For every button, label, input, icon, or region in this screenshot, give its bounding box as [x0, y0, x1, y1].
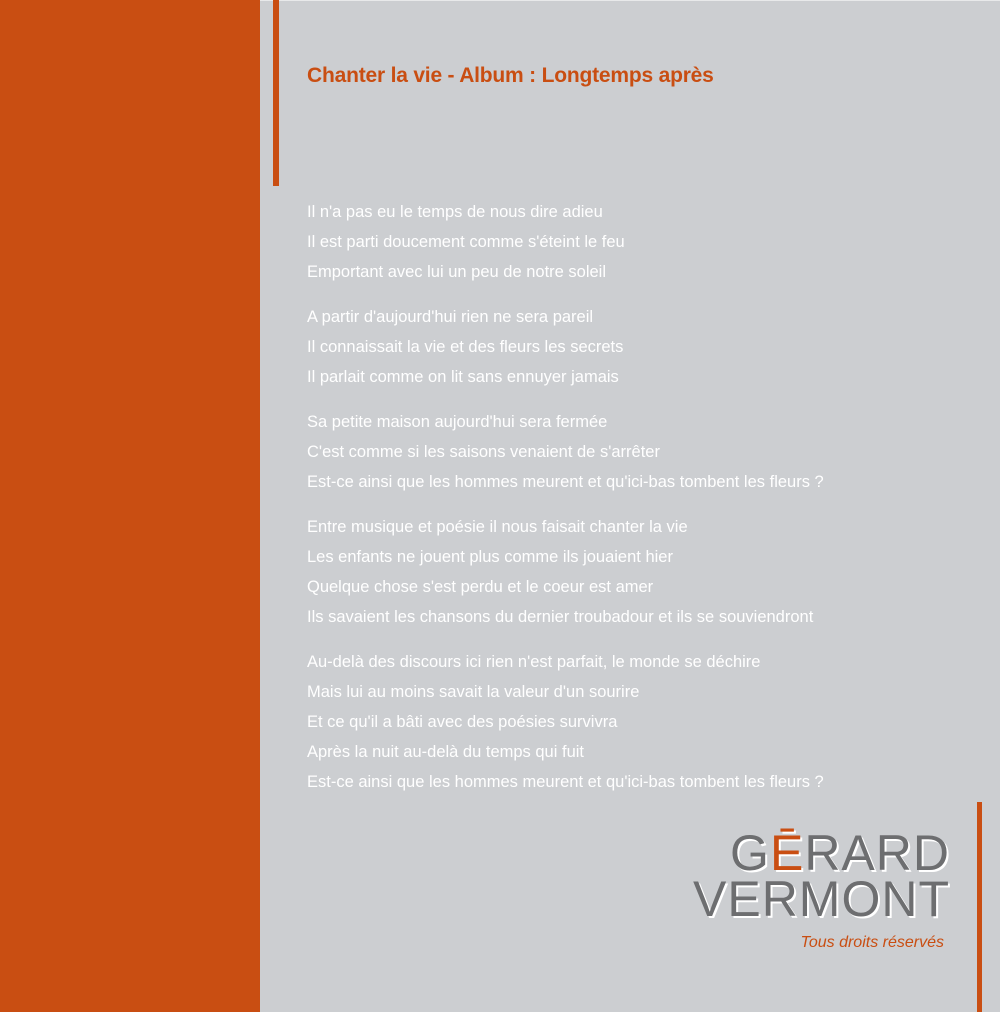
song-title: Chanter la vie - Album : Longtemps après [307, 64, 714, 87]
stanza-5 [307, 650, 967, 800]
lyric-line: Après la nuit au-delà du temps qui fuit [307, 743, 584, 761]
lyric-line: A partir d'aujourd'hui rien ne sera pareil [307, 308, 594, 326]
title-accent-bar [273, 0, 279, 186]
lyric-line: Ils savaient les chansons du dernier troubadour et ils se souviendront [307, 608, 814, 626]
stanza-3 [307, 410, 967, 500]
lyric-line: Il connaissait la vie et des fleurs les secrets [307, 338, 624, 356]
lyric-line: Il n'a pas eu le temps de nous dire adieu [307, 203, 603, 221]
stanza-2 [307, 305, 967, 395]
lyric-line: Emportant avec lui un peu de notre soleil [307, 263, 607, 281]
lyric-line: C'est comme si les saisons venaient de s'arrêter [307, 443, 660, 461]
lyrics [307, 200, 967, 815]
lyric-line: Au-delà des discours ici rien n'est parfait, le monde se déchire [307, 653, 761, 671]
top-divider [260, 0, 1000, 1]
logo-last-name: VERMONT [693, 871, 950, 927]
lyric-line: Il est parti doucement comme s'éteint le feu [307, 233, 625, 251]
logo-letters: RARD [804, 825, 950, 881]
left-accent-panel [0, 0, 260, 1012]
logo-letters: G [730, 825, 770, 881]
lyric-line: Les enfants ne jouent plus comme ils jouaient hier [307, 548, 673, 566]
stanza-1 [307, 200, 967, 290]
lyric-line: Et ce qu'il a bâti avec des poésies survivra [307, 713, 618, 731]
logo-accent-letter: Ē [769, 825, 805, 881]
lyric-line: Est-ce ainsi que les hommes meurent et qu'ici-bas tombent les fleurs ? [307, 773, 824, 791]
lyric-line: Entre musique et poésie il nous faisait chanter la vie [307, 518, 688, 536]
lyric-line: Quelque chose s'est perdu et le coeur est amer [307, 578, 654, 596]
lyric-line: Est-ce ainsi que les hommes meurent et qu'ici-bas tombent les fleurs ? [307, 473, 824, 491]
lyric-line: Mais lui au moins savait la valeur d'un sourire [307, 683, 640, 701]
stanza-4 [307, 515, 967, 635]
logo-first-name [660, 825, 950, 881]
copyright-tagline: Tous droits réservés [800, 934, 944, 951]
right-accent-bar [977, 802, 982, 1012]
lyric-line: Il parlait comme on lit sans ennuyer jamais [307, 368, 619, 386]
lyric-line: Sa petite maison aujourd'hui sera fermée [307, 413, 608, 431]
gerard-vermont-logo [660, 825, 950, 952]
